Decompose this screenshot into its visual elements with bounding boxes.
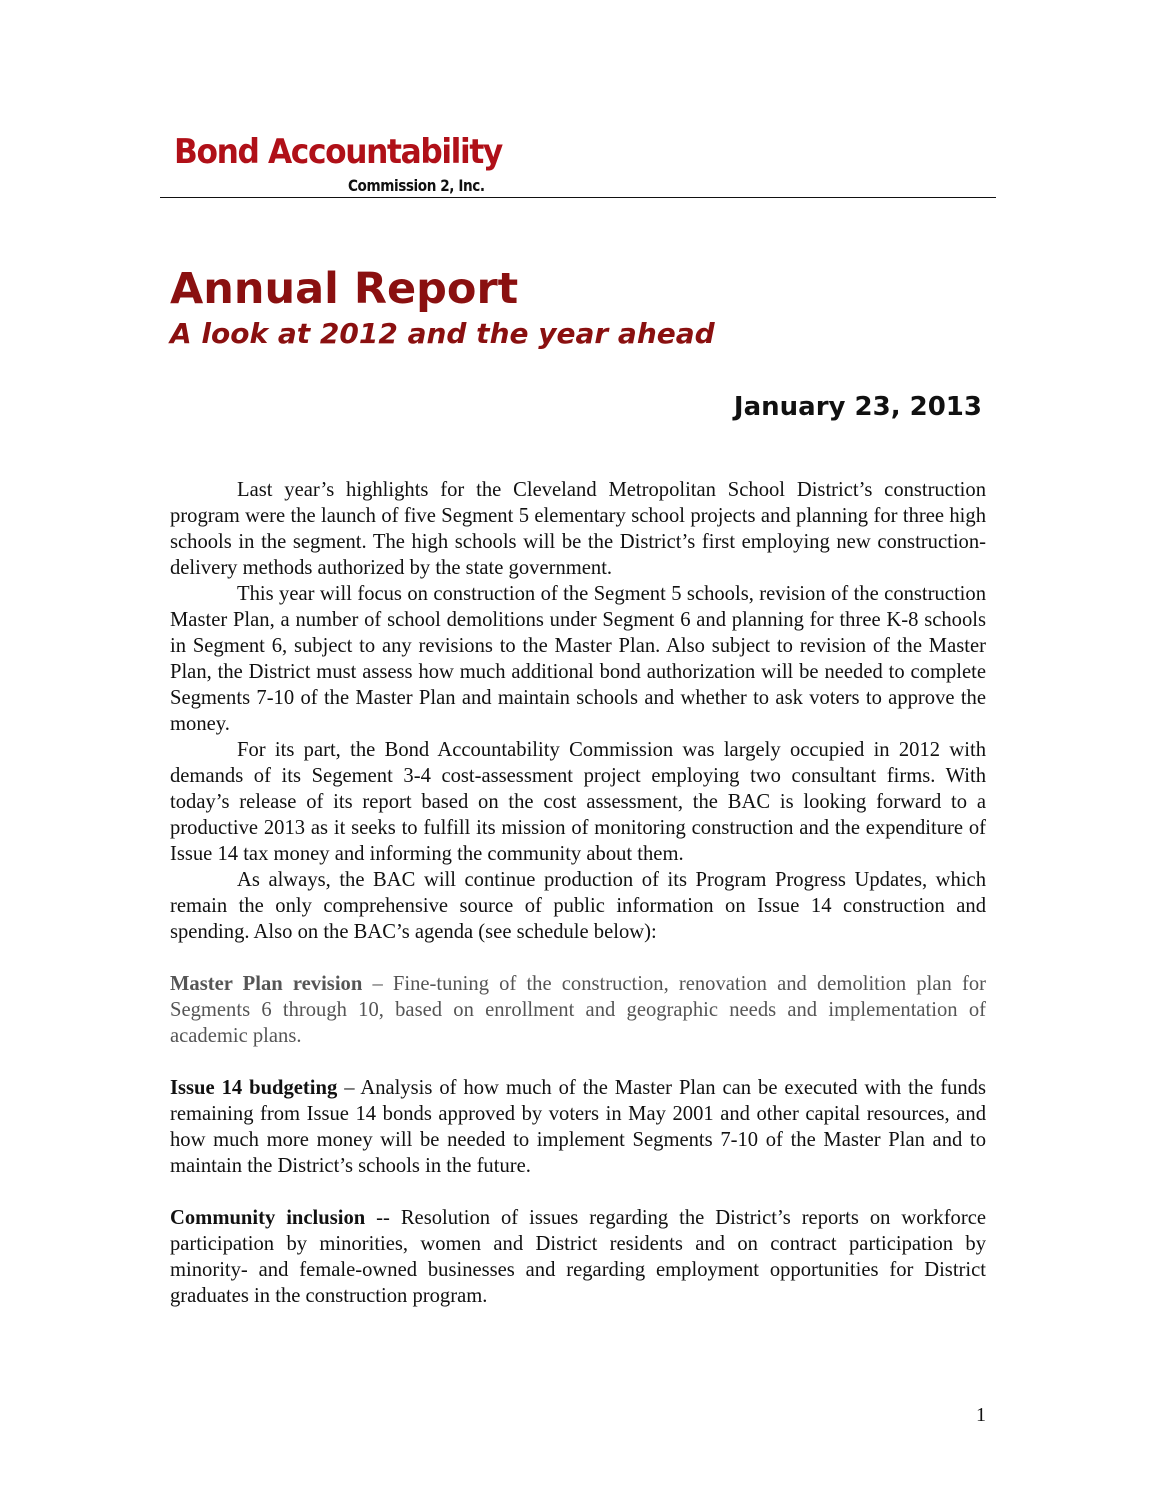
agenda-item-issue-14	[170, 1075, 986, 1179]
logo-sub-text: Commission 2, Inc.	[348, 176, 485, 195]
agenda-item-community	[170, 1205, 986, 1309]
agenda-heading: Master Plan revision	[170, 973, 363, 995]
page-number: 1	[976, 1404, 986, 1426]
header-rule	[160, 197, 996, 198]
agenda-item-master-plan	[170, 971, 986, 1049]
paragraph: Last year’s highlights for the Cleveland Metropolitan School District’s construction program were the launch of five Segment 5 elementary school projects and planning for three high schools in the segment. The high schools will be the District’s first employing new construction-delivery methods authorized by the state government.	[170, 479, 986, 579]
report-date: January 23, 2013	[733, 392, 982, 422]
agenda-heading: Issue 14 budgeting	[170, 1077, 338, 1099]
report-title: Annual Report	[170, 264, 519, 314]
agenda-text: – Analysis of how much of the Master Plan can be executed with the funds remaining from Issue 14 bonds approved by voters in May 2001 and other capital resources, and how much more money will be needed to implement Segments 7-10 of the Master Plan and to maintain the District’s schools in the future.	[170, 1077, 986, 1177]
report-subtitle: A look at 2012 and the year ahead	[170, 317, 715, 350]
agenda-text: -- Resolution of issues regarding the District’s reports on workforce participation by minorities, women and District residents and on contract participation by minority- and female-owned businesses and regarding employment opportunities for District graduates in the construction program.	[170, 1207, 986, 1307]
report-body	[170, 477, 986, 1309]
logo-main-text: Bond Accountability	[174, 132, 502, 172]
paragraph: This year will focus on construction of the Segment 5 schools, revision of the construction Master Plan, a number of school demolitions under Segment 6 and planning for three K-8 schools in Segment 6, subject to any revisions to the Master Plan. Also subject to revision of the Master Plan, the District must assess how much additional bond authorization will be needed to complete Segments 7-10 of the Master Plan and maintain schools and whether to ask voters to approve the money.	[170, 583, 986, 735]
paragraph: As always, the BAC will continue production of its Program Progress Updates, which remain the only comprehensive source of public information on Issue 14 construction and spending. Also on the BAC’s agenda (see schedule below):	[170, 869, 986, 943]
agenda-text: – Fine-tuning of the construction, renovation and demolition plan for Segments 6 through 10, based on enrollment and geographic needs and implementation of academic plans.	[170, 973, 986, 1047]
paragraph: For its part, the Bond Accountability Commission was largely occupied in 2012 with demands of its Segement 3-4 cost-assessment project employing two consultant firms. With today’s release of its report based on the cost assessment, the BAC is looking forward to a productive 2013 as it seeks to fulfill its mission of monitoring construction and the expenditure of Issue 14 tax money and informing the community about them.	[170, 739, 986, 865]
agenda-heading: Community inclusion	[170, 1207, 366, 1229]
